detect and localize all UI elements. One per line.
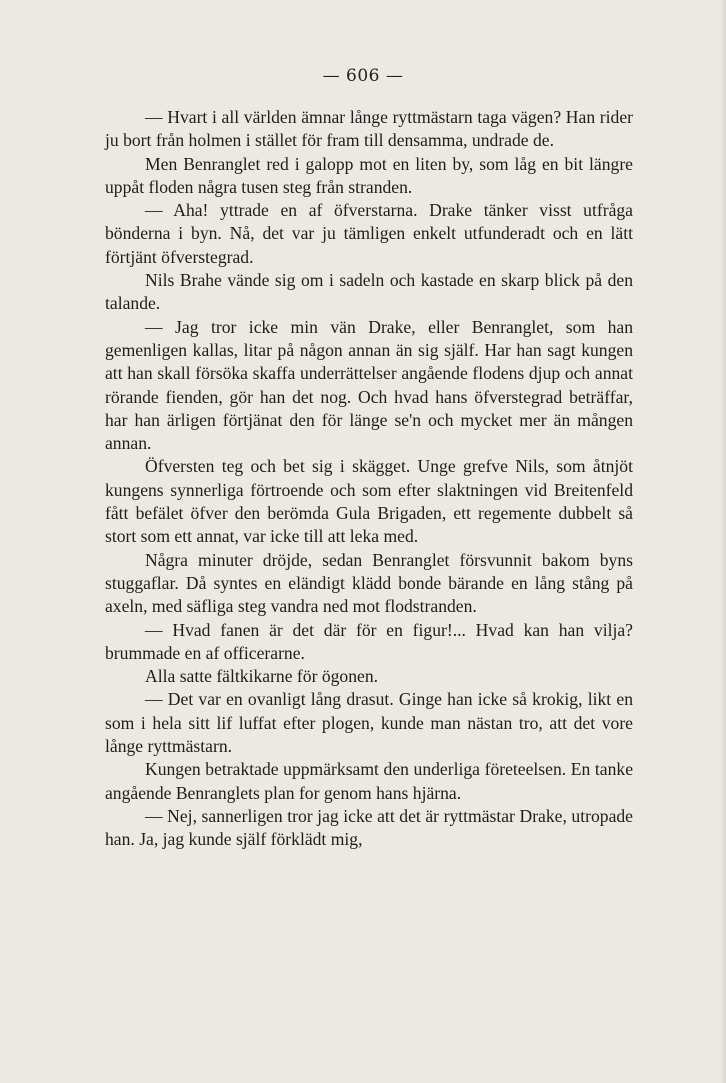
- page-edge-shadow: [720, 0, 726, 1083]
- paragraph: Några minuter dröjde, sedan Benranglet försvunnit bakom byns stuggaflar. Då syntes en eländigt klädd bonde bärande en lång stång på axeln, med säfliga steg vandra ned mot flodstranden.: [105, 549, 633, 617]
- page-number: — 606 —: [322, 66, 404, 86]
- paragraph: — Nej, sannerligen tror jag icke att det är ryttmästar Drake, utropade han. Ja, jag kunde själf förklädt mig,: [105, 805, 633, 850]
- paragraph: Kungen betraktade uppmärksamt den underliga företeelsen. En tanke angående Benranglets plan for genom hans hjärna.: [105, 759, 633, 803]
- paragraph: — Aha! yttrade en af öfverstarna. Drake tänker visst utfråga bönderna i byn. Nå, det var ju tämligen enkelt utfunderadt och en lätt förtjänt öfverstegrad.: [105, 200, 633, 267]
- paragraph: Men Benranglet red i galopp mot en liten by, som låg en bit längre uppåt floden några tusen steg från stranden.: [105, 153, 633, 197]
- body-text: [105, 106, 633, 852]
- paragraph: — Hvad fanen är det där för en figur!... Hvad kan han vilja? brummade en af officerarne.: [105, 619, 633, 663]
- paragraph: — Jag tror icke min vän Drake, eller Benranglet, som han gemenligen kallas, litar på någon annan än sig själf. Har han sagt kungen att han skall försöka skaffa underrättelser angående flodens djup och annat rörande fienden, gör han det nog. Och hvad hans öfverstegrad beträffar, har han ärligen förtjänat den för länge se'n och mycket mer än mången annan.: [105, 316, 633, 454]
- paragraph: Öfversten teg och bet sig i skägget. Unge grefve Nils, som åtnjöt kungens synnerliga förtroende och som efter slaktningen vid Breitenfeld fått befälet öfver den berömda Gula Brigaden, ett regemente dubbelt så stort som ett annat, var icke till att leka med.: [105, 456, 633, 547]
- paragraph: Alla satte fältkikarne för ögonen.: [145, 666, 379, 687]
- paragraph: Nils Brahe vände sig om i sadeln och kastade en skarp blick på den talande.: [105, 270, 633, 314]
- paragraph: — Hvart i all världen ämnar långe ryttmästarn taga vägen? Han rider ju bort från holmen i stället för fram till densamma, undrade de.: [105, 107, 633, 151]
- paragraph: — Det var en ovanligt lång drasut. Ginge han icke så krokig, likt en som i hela sitt lif luffat efter plogen, kunde man nästan tro, att det vore långe ryttmästarn.: [105, 689, 633, 757]
